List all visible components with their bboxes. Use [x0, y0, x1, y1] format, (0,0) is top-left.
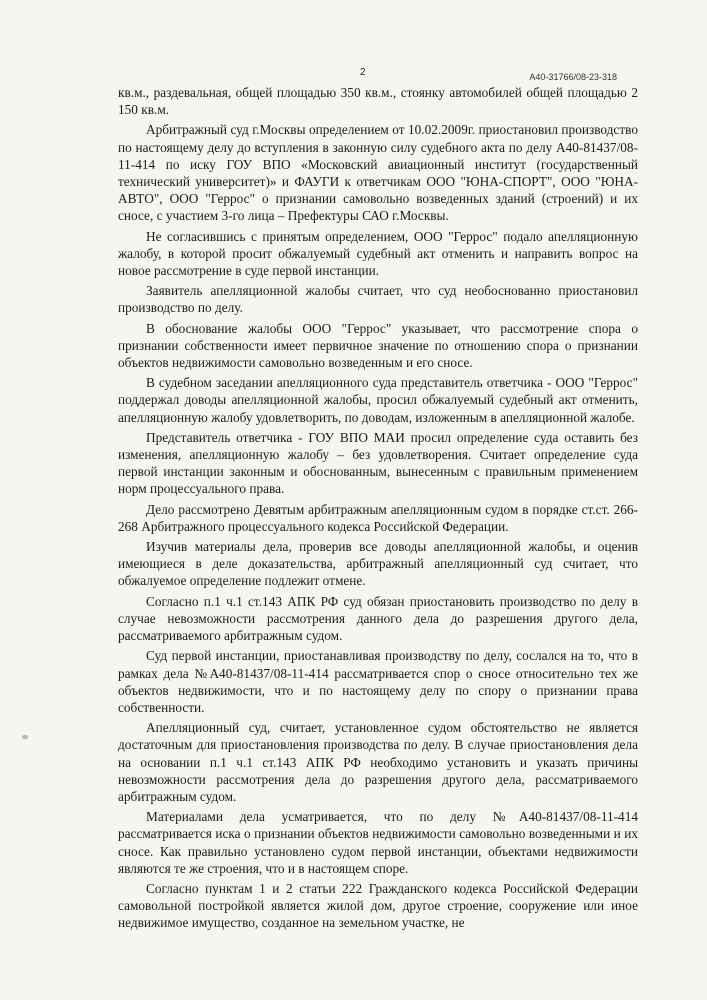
paragraph: Материалами дела усматривается, что по делу №А40-81437/08-11-414 рассматривается иска о признании объектов недвижимости самовольно возведенными и их сносе. Как правильно установлено судом первой инстанции, объектами недвижимости являются те же строения, что и в настоящем споре. — [118, 809, 638, 876]
paragraph: Согласно пунктам 1 и 2 статьи 222 Гражданского кодекса Российской Федерации самовольной постройкой является жилой дом, другое строение, сооружение или иное недвижимое имущество, созданное на земельном участке, не — [118, 880, 638, 931]
paragraph: Суд первой инстанции, приостанавливая производству по делу, сослался на то, что в рамках дела №А40-81437/08-11-414 рассматривается спор о сносе относительно тех же объектов недвижимости, что и по настоящему делу по спору о признании права собственности. — [118, 648, 638, 715]
paragraph: Арбитражный суд г.Москвы определением от 10.02.2009г. приостановил производство по настоящему делу до вступления в законную силу судебного акта по делу А40-81437/08-11-414 по иску ГОУ ВПО «Московский авиационный институт (государственный технический университет)» и ФАУГИ к ответчикам ООО "ЮНА-СПОРТ", ООО "ЮНА-АВТО", ООО "Геррос" о признании самовольно возведенных зданий (строений) и их сносе, с участием 3-го лица – Префектуры САО г.Москвы. — [118, 122, 638, 224]
document-body — [118, 84, 638, 935]
paragraph: Согласно п.1 ч.1 ст.143 АПК РФ суд обязан приостановить производство по делу в случае невозможности рассмотрения данного дела до разрешения другого дела, рассматриваемого арбитражным судом. — [118, 593, 638, 644]
paragraph: Заявитель апелляционной жалобы считает, что суд необоснованно приостановил производство по делу. — [118, 283, 638, 316]
case-reference: А40-31766/08-23-318 — [529, 72, 617, 82]
paragraph: Не согласившись с принятым определением, ООО "Геррос" подало апелляционную жалобу, в которой просит обжалуемый судебный акт отменить и направить вопрос на новое рассмотрение в суде первой инстанции. — [118, 228, 638, 279]
paragraph: Представитель ответчика - ГОУ ВПО МАИ просил определение суда оставить без изменения, апелляционную жалобу – без удовлетворения. Считает определение суда первой инстанции законным и обоснованным, вынесенным с правильным применением норм процессуального права. — [118, 429, 638, 497]
paragraph: Изучив материалы дела, проверив все доводы апелляционной жалобы, и оценив имеющиеся в деле доказательства, арбитражный апелляционный суд считает, что обжалуемое определение подлежит отмене. — [118, 539, 638, 589]
paragraph: В судебном заседании апелляционного суда представитель ответчика - ООО "Геррос" поддержал доводы апелляционной жалобы, просил обжалуемый судебный акт отменить, апелляционную жалобу удовлетворить, по доводам, изложенным в апелляционной жалобе. — [118, 375, 638, 425]
paragraph: кв.м., раздевальная, общей площадью 350 кв.м., стоянку автомобилей общей площадью 2 150 кв.м. — [118, 85, 638, 118]
paragraph: Дело рассмотрено Девятым арбитражным апелляционным судом в порядке ст.ст. 266-268 Арбитражного процессуального кодекса Российской Федерации. — [118, 501, 638, 534]
scan-speck — [22, 735, 28, 739]
paragraph: В обоснование жалобы ООО "Геррос" указывает, что рассмотрение спора о признании собственности имеет первичное значение по отношению спора о признании объектов недвижимости самовольно возведенным и его сносе. — [118, 320, 638, 371]
page-number: 2 — [360, 67, 366, 78]
paragraph: Апелляционный суд, считает, установленное судом обстоятельство не является достаточным для приостановления производства по делу. В случае приостановления дела на основании п.1 ч.1 ст.143 АПК РФ необходимо установить и указать причины невозможности рассмотрения дела до разрешения другого дела, рассматриваемого арбитражным судом. — [118, 720, 638, 804]
